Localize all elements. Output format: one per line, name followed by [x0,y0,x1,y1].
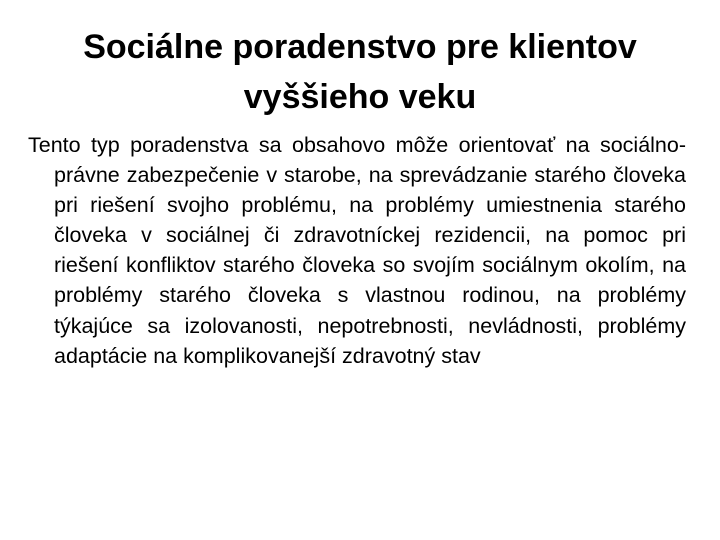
slide-body [28,130,686,371]
body-paragraph: Tento typ poradenstva sa obsahovo môže orientovať na sociálno-právne zabezpečenie v starobe, na sprevádzanie starého človeka pri riešení svojho problému, na problémy umiestnenia starého človeka v sociálnej či zdravotníckej rezidencii, na pomoc pri riešení konfliktov starého človeka so svojím sociálnym okolím, na problémy starého človeka s vlastnou rodinou, na problémy týkajúce sa izolovanosti, nepotrebnosti, nevládnosti, problémy adaptácie na komplikovanejší zdravotný stav [28,133,686,368]
slide-title: Sociálne poradenstvo pre klientov vyššieho veku [83,28,637,116]
